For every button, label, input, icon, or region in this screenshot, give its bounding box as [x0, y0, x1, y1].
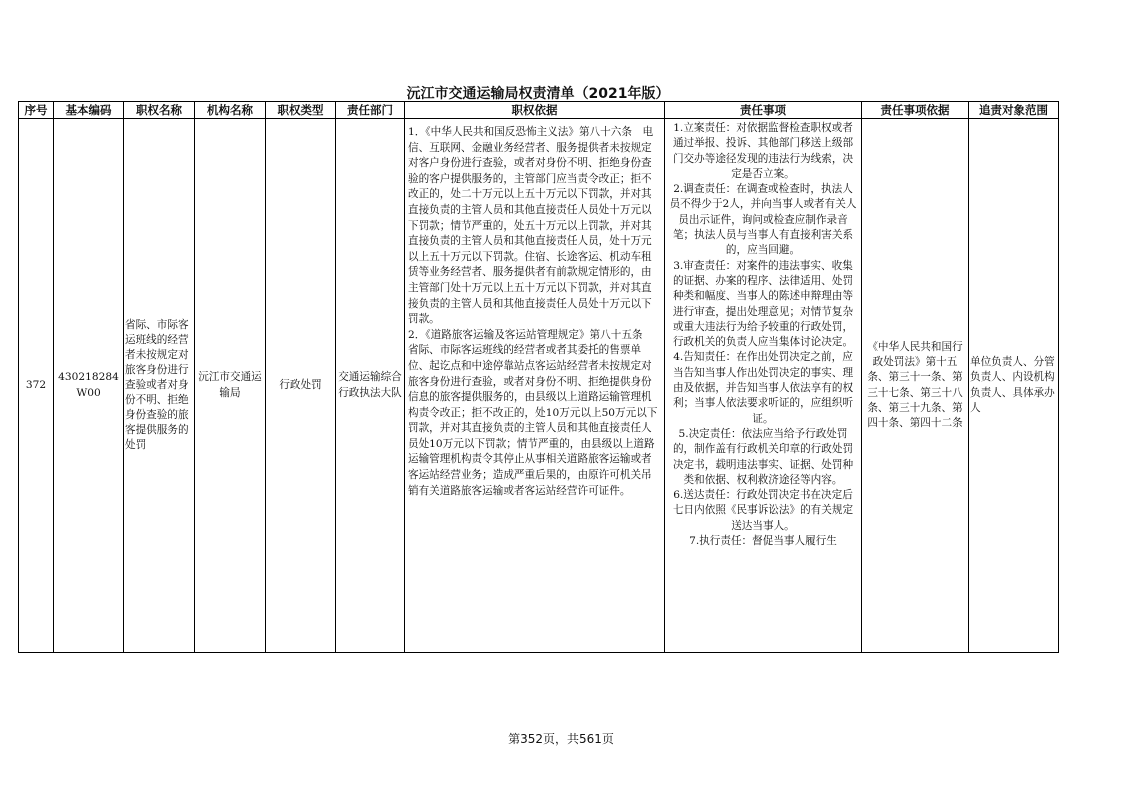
page-title: 沅江市交通运输局权责清单（2021年版）: [406, 86, 670, 102]
duty-item-filing: 1.立案责任：对依据监督检查职权或者通过举报、投诉、其他部门移送上级部门交办等途径发现的违法行为线索，决定是否立案。: [672, 122, 854, 180]
cell-power-type: 行政处罚: [266, 119, 336, 653]
header-department: 责任部门: [336, 102, 405, 119]
cell-accountability: 单位负责人、分管负责人、内设机构负责人、具体承办人: [969, 119, 1059, 653]
duty-item-execution: 7.执行责任：督促当事人履行生: [689, 535, 837, 548]
header-agency: 机构名称: [195, 102, 266, 119]
cell-department: 交通运输综合行政执法大队: [336, 119, 405, 653]
duty-item-decision: 5.决定责任：依法应当给予行政处罚的，制作盖有行政机关印章的行政处罚决定书，载明违法事实、证据、处罚种类和依据、权利救济途径等内容。: [672, 427, 854, 486]
table-row: [19, 119, 1059, 653]
cell-duty-basis: 《中华人民共和国行政处罚法》第十五条、第三十一条、第三十七条、第三十八条、第三十九条、第四十条、第四十二条: [862, 119, 969, 653]
cell-duties: [665, 119, 862, 653]
cell-power-name: 省际、市际客运班线的经营者未按规定对旅客身份进行查验或者对身份不明、拒绝身份查验的旅客提供服务的处罚: [124, 119, 195, 653]
duty-item-review: 3.审查责任：对案件的违法事实、收集的证据、办案的程序、法律适用、处罚种类和幅度、当事人的陈述申辩理由等进行审查，提出处理意见；对情节复杂或重大违法行为给予较重的行政处罚，行政机关的负责人应当集体讨论决定。: [672, 259, 854, 349]
power-list-table: [18, 101, 1059, 653]
header-power-name: 职权名称: [124, 102, 195, 119]
duty-item-delivery: 6.送达责任：行政处罚决定书在决定后七日内依照《民事诉讼法》的有关规定送达当事人。: [672, 489, 854, 532]
page-number: 第352页，共561页: [508, 732, 614, 746]
cell-seq: 372: [19, 119, 54, 653]
table-header-row: [19, 102, 1059, 119]
cell-agency: 沅江市交通运输局: [195, 119, 266, 653]
header-accountability: 追责对象范围: [969, 102, 1059, 119]
header-duties: 责任事项: [665, 102, 862, 119]
header-seq: 序号: [19, 102, 54, 119]
header-code: 基本编码: [54, 102, 124, 119]
duty-item-notification: 4.告知责任：在作出处罚决定之前，应当告知当事人作出处罚决定的事实、理由及依据，并告知当事人依法享有的权利；当事人依法要求听证的，应组织听证。: [672, 351, 854, 425]
header-basis: 职权依据: [405, 102, 665, 119]
header-power-type: 职权类型: [266, 102, 336, 119]
duty-item-investigation: 2.调查责任：在调查或检查时，执法人员不得少于2人，并向当事人或者有关人员出示证件，询问或检查应制作录音笔；执法人员与当事人有直接利害关系的，应当回避。: [669, 183, 857, 257]
cell-basis: 1．《中华人民共和国反恐怖主义法》第八十六条 电信、互联网、金融业务经营者、服务提供者未按规定对客户身份进行查验，或者对身份不明、拒绝身份查验的客户提供服务的，主管部门应当责令改正；拒不改正的，处二十万元以上五十万元以下罚款，并对其直接负责的主管人员和其他直接责任人员处十万元以下罚款；情节严重的，处五十万元以上罚款，并对其直接负责的主管人员和其他直接责任人员，处十万元以上五十万元以下罚款。住宿、长途客运、机动车租赁等业务经营者、服务提供者有前款规定情形的，由主管部门处十万元以上五十万元以下罚款，并对其直接负责的主管人员和其他直接责任人员处十万元以下罚款。 2．《道路旅客运输及客运站管理规定》第八十五条 省际、市际客运班线的经营者或者其委托的售票单位、起讫点和中途停靠站点客运站经营者未按规定对旅客身份进行查验，或者对身份不明、拒绝提供身份信息的旅客提供服务的，由县级以上道路运输管理机构责令改正；拒不改正的，处10万元以上50万元以下罚款，并对其直接负责的主管人员和其他直接责任人员处10万元以下罚款；情节严重的，由县级以上道路运输管理机构责令其停止从事相关道路旅客运输或者客运站经营业务；造成严重后果的，由原许可机关吊销有关道路旅客运输或者客运站经营许可证件。: [405, 119, 665, 653]
header-duty-basis: 责任事项依据: [862, 102, 969, 119]
cell-code: 430218284W00: [54, 119, 124, 653]
